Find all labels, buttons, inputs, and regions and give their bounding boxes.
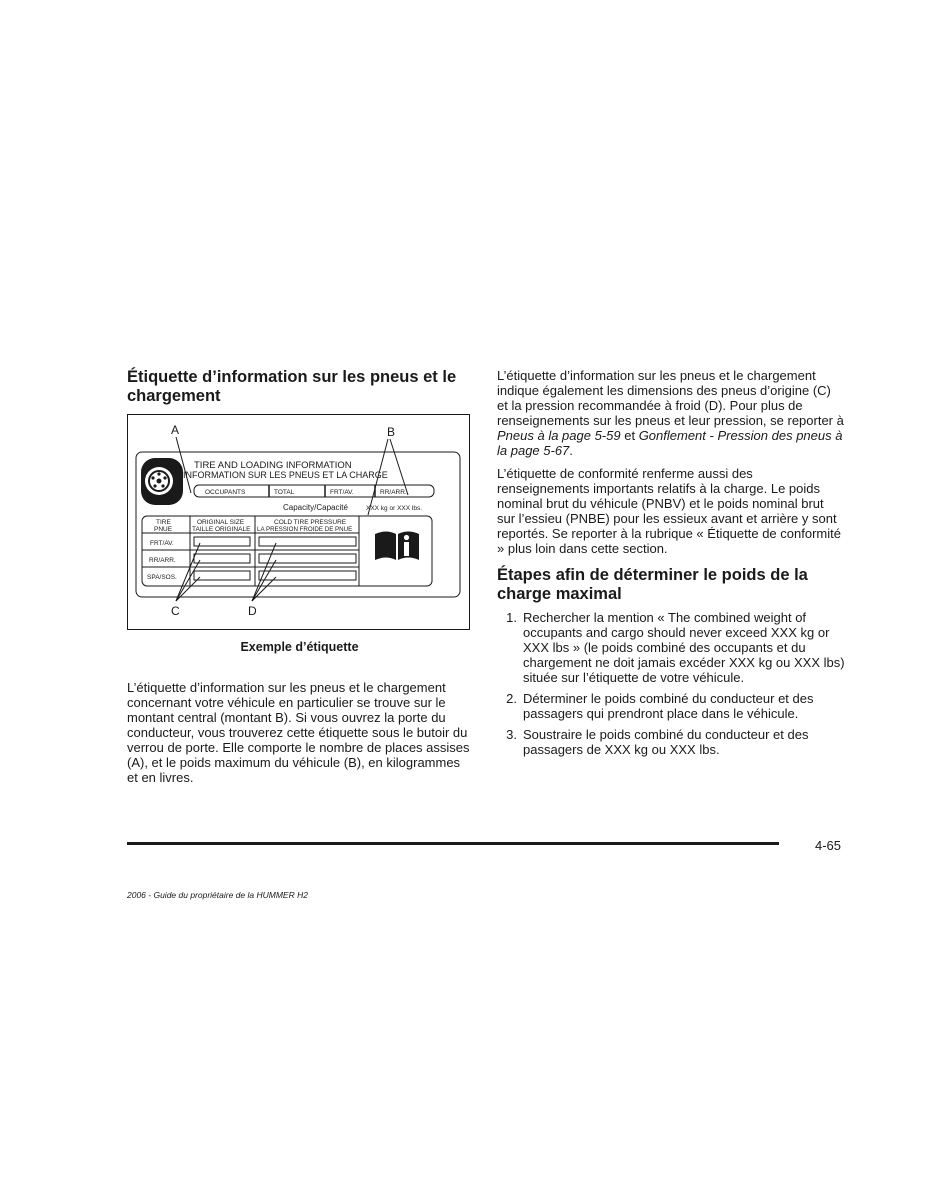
callout-c: C [171, 604, 180, 618]
page-footer: 2006 - Guide du propriétaire de la HUMMER H2 [127, 890, 308, 900]
info-book-icon [375, 532, 419, 561]
left-column [127, 368, 472, 793]
callout-b: B [387, 425, 396, 439]
row-frt: FRT/AV. [150, 540, 174, 547]
right-paragraph-2: L’étiquette de conformité renferme aussi des renseignements importants relatifs à la charge. Le poids nominal brut du véhicule (PNBV) et le poids nominal brut sur l’essieu (PNBE) pour les essieux avant et arrière y sont reportés. Se reporter à la rubrique « Étiquette de conformité » plus loin dans cette section. [497, 466, 841, 556]
orig-size-header-fr: TAILLE ORIGINALE [192, 526, 251, 533]
right-paragraph-1: L’étiquette d’information sur les pneus et le chargement indique également les dimensions des pneus d’origine (C) et la pression recommandée à froid (D). Pour plus de renseignements sur les pneus et leur pression, se reporter à Pneus à la page 5-59 et Gonflement - Pression des pneus à la page 5-67. [497, 368, 844, 458]
seat-col-total: TOTAL [274, 489, 295, 496]
cold-pressure-header-en: COLD TIRE PRESSURE [274, 519, 347, 526]
tire-header-fr: PNUE [154, 526, 173, 533]
right-column [497, 368, 845, 763]
section-heading-tire-label: Étiquette d’information sur les pneus et le chargement [127, 368, 457, 405]
left-paragraph: L’étiquette d’information sur les pneus et le chargement concernant votre véhicule en particulier se trouve sur le montant central (montant B). Si vous ouvrez la porte du conducteur, vous trouverez cette étiquette sous le butoir du verrou de porte. Elle comporte le nombre de places assises (A), et le poids maximum du véhicule (B), en kilogrammes et en livres. [127, 680, 470, 785]
figure-caption: Exemple d’étiquette [240, 640, 359, 654]
capacity-value: XXX kg or XXX lbs. [366, 505, 422, 512]
row-spa: SPA/SOS. [147, 574, 177, 581]
tire-label-figure [127, 414, 470, 630]
tire-icon [141, 458, 183, 505]
list-item: 2. Déterminer le poids combiné du conducteur et des passagers qui prendront place dans le véhicule. [506, 691, 814, 721]
page-rule [127, 842, 779, 845]
seat-col-frt: FRT/AV. [330, 489, 354, 496]
tire-header-en: TIRE [156, 519, 171, 526]
callout-d: D [248, 604, 257, 618]
capacity-label: Capacity/Capacité [283, 503, 348, 512]
callout-a: A [171, 423, 180, 437]
cold-pressure-header-fr: LA PRESSION FROIDE DE PNUE [257, 526, 353, 533]
row-rr: RR/ARR. [149, 557, 176, 564]
list-item: 1. Rechercher la mention « The combined weight of occupants and cargo should never exceed XXX kg or XXX lbs » (le poids combiné des occupants et du chargement ne doit jamais excéder XXX kg ou XXX lbs) située sur l’étiquette de votre véhicule. [506, 610, 845, 685]
label-title-fr: INFORMATION SUR LES PNEUS ET LA CHARGE [183, 470, 388, 480]
page-number: 4-65 [815, 838, 842, 853]
link-gonflement[interactable]: Gonflement - Pression des pneus à la page 5-67 [497, 428, 843, 458]
list-item: 3. Soustraire le poids combiné du conducteur et des passagers de XXX kg ou XXX lbs. [506, 727, 809, 757]
steps-list [497, 610, 845, 757]
label-title-en: TIRE AND LOADING INFORMATION [194, 460, 352, 471]
section-heading-max-load: Étapes afin de déterminer le poids de la charge maximal [497, 566, 808, 603]
link-pneus[interactable]: Pneus à la page 5-59 [497, 428, 621, 443]
seat-col-occupants: OCCUPANTS [205, 489, 246, 496]
seat-col-rr: RR/ARR. [380, 489, 407, 496]
orig-size-header-en: ORIGINAL SIZE [197, 519, 245, 526]
